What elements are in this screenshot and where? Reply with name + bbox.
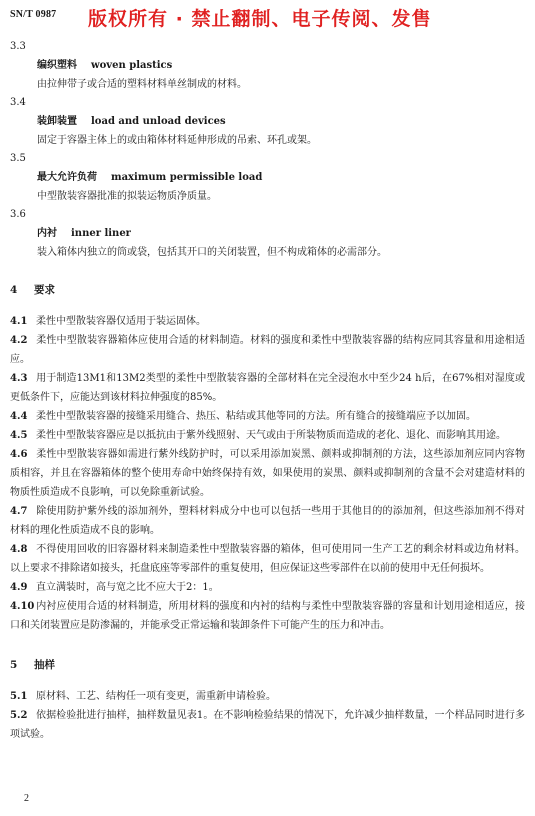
clause bbox=[10, 445, 525, 502]
term-title bbox=[37, 112, 525, 131]
term-number: 3.3 bbox=[10, 41, 26, 52]
clause-text: 柔性中型散装容器仅适用于装运固体。 bbox=[36, 316, 206, 327]
page-content bbox=[10, 38, 525, 744]
term-number: 3.5 bbox=[10, 153, 26, 164]
clause-number: 4.8 bbox=[10, 544, 28, 555]
term-definition: 中型散装容器批准的拟装运物质净质量。 bbox=[37, 191, 217, 202]
term-definition: 由拉伸带子或合适的塑料材料单丝制成的材料。 bbox=[37, 79, 247, 90]
clause bbox=[10, 426, 525, 445]
clause-number: 4.10 bbox=[10, 601, 35, 612]
clause-text: 柔性中型散装容器的接缝采用缝合、热压、粘结或其他等同的方法。所有缝合的接缝端应予以加固。 bbox=[36, 411, 476, 422]
section-number: 4 bbox=[10, 284, 18, 296]
term-en: inner liner bbox=[71, 228, 131, 239]
clause-text: 除使用防护紫外线的添加剂外，塑料材料成分中也可以包括一些用于其他目的的添加剂，但这些添加剂不得对材料的理化性质造成不良的影响。 bbox=[10, 506, 525, 536]
clause-number: 4.9 bbox=[10, 582, 28, 593]
clause-number: 4.2 bbox=[10, 335, 28, 346]
clause-text: 原材料、工艺、结构任一项有变更，需重新申请检验。 bbox=[36, 691, 276, 702]
clause bbox=[10, 540, 525, 578]
clause-number: 4.1 bbox=[10, 316, 28, 327]
clause bbox=[10, 502, 525, 540]
section-title: 要求 bbox=[34, 284, 55, 296]
clause-text: 不得使用回收的旧容器材料来制造柔性中型散装容器的箱体，但可使用同一生产工艺的剩余材料或边角材料。以上要求不排除诸如接头，托盘底座等零部件的重复使用，但应保证这些零部件在以前的使用中无任何损坏。 bbox=[10, 544, 525, 574]
clause-text: 柔性中型散装容器如需进行紫外线防护时，可以采用添加炭黑、颜料或抑制剂的方法，这些添加剂应同内容物质相容，并且在容器箱体的整个使用寿命中始终保持有效，如果使用的炭黑、颜料或抑制剂的含量不会对建造材料的物质性质造成不良影响，可以免除重新试验。 bbox=[10, 449, 525, 498]
section-number: 5 bbox=[10, 659, 18, 671]
term-title bbox=[37, 56, 525, 75]
clause bbox=[10, 407, 525, 426]
term-en: load and unload devices bbox=[91, 116, 226, 127]
term-zh: 装卸装置 bbox=[37, 116, 77, 127]
clause-text: 柔性中型散装容器应是以抵抗由于紫外线照射、天气或由于所装物质而造成的老化、退化、而影响其用途。 bbox=[36, 430, 506, 441]
clause bbox=[10, 578, 525, 597]
clause-text: 柔性中型散装容器箱体应使用合适的材料制造。材料的强度和柔性中型散装容器的结构应同其容量和用途相适应。 bbox=[10, 335, 525, 365]
clause-number: 4.3 bbox=[10, 373, 28, 384]
clause-number: 5.2 bbox=[10, 710, 28, 721]
term-definition: 固定于容器主体上的或由箱体材料延伸形成的吊索、环孔或架。 bbox=[37, 135, 317, 146]
section-heading bbox=[10, 656, 525, 675]
term-title bbox=[37, 224, 525, 243]
clause-text: 依据检验批进行抽样，抽样数量见表1。在不影响检验结果的情况下，允许减少抽样数量，一个样品同时进行多项试验。 bbox=[10, 710, 525, 740]
term-number: 3.4 bbox=[10, 97, 26, 108]
section-heading bbox=[10, 281, 525, 300]
copyright-watermark: 版权所有 · 禁止翻制、电子传阅、发售 bbox=[88, 8, 432, 30]
term-zh: 最大允许负荷 bbox=[37, 172, 97, 183]
clause bbox=[10, 706, 525, 744]
section-title: 抽样 bbox=[34, 659, 55, 671]
clause-number: 5.1 bbox=[10, 691, 28, 702]
standard-number: SN/T 0987 bbox=[10, 9, 57, 20]
clause-text: 直立满装时，高与宽之比不应大于2：1。 bbox=[36, 582, 219, 593]
clause-number: 4.6 bbox=[10, 449, 28, 460]
clause bbox=[10, 597, 525, 635]
clause bbox=[10, 312, 525, 331]
clause bbox=[10, 687, 525, 706]
term-title bbox=[37, 168, 525, 187]
clause bbox=[10, 331, 525, 369]
term-zh: 内衬 bbox=[37, 228, 57, 239]
clause-text: 用于制造13M1和13M2类型的柔性中型散装容器的全部材料在完全浸泡水中至少24 h后，在67%相对湿度或更低条件下，应能达到该材料拉伸强度的85%。 bbox=[10, 373, 525, 403]
clause-number: 4.7 bbox=[10, 506, 28, 517]
term-definition: 装入箱体内独立的筒或袋，包括其开口的关闭装置，但不构成箱体的必需部分。 bbox=[37, 247, 387, 258]
clause-text: 内衬应使用合适的材料制造，所用材料的强度和内衬的结构与柔性中型散装容器的容量和计划用途相适应，接口和关闭装置应是防渗漏的，并能承受正常运输和装卸条件下可能产生的压力和冲击。 bbox=[10, 601, 525, 631]
clause-number: 4.4 bbox=[10, 411, 28, 422]
clause-number: 4.5 bbox=[10, 430, 28, 441]
term-en: woven plastics bbox=[91, 60, 173, 71]
term-en: maximum permissible load bbox=[111, 172, 263, 183]
term-zh: 编织塑料 bbox=[37, 60, 77, 71]
page-number: 2 bbox=[24, 793, 29, 804]
clause bbox=[10, 369, 525, 407]
term-number: 3.6 bbox=[10, 209, 26, 220]
